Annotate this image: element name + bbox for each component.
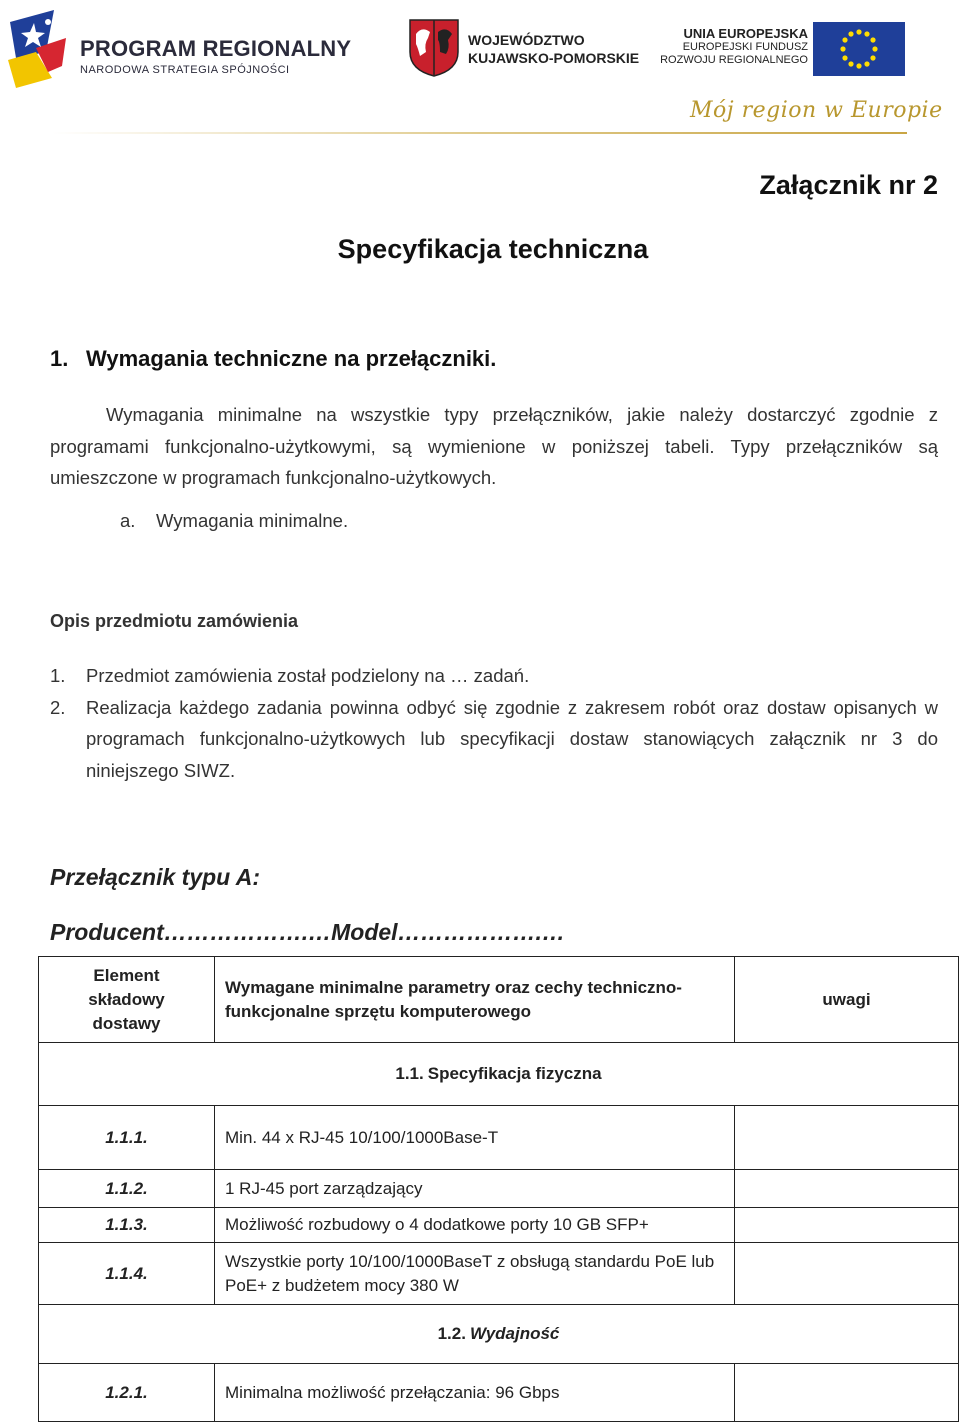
- row-code: 1.1.4.: [39, 1243, 215, 1305]
- section-title: Specyfikacja fizyczna: [427, 1064, 602, 1083]
- table-row: [39, 1243, 959, 1305]
- header-element: Element składowy dostawy: [39, 957, 215, 1043]
- row-remarks: [735, 1364, 959, 1422]
- table-row: [39, 1170, 959, 1208]
- row-code: 1.1.2.: [39, 1170, 215, 1208]
- table-header-row: [39, 957, 959, 1043]
- voivodeship-logo: [408, 18, 638, 80]
- producer-model-line: Producent……………….…Model……………….…: [50, 919, 565, 945]
- eu-logo: [660, 22, 908, 78]
- slogan: Mój region w Europie: [690, 98, 943, 123]
- program-regionalny-logo: [6, 6, 352, 92]
- section-row: [39, 1043, 959, 1106]
- list-item: [50, 692, 938, 787]
- row-value: Min. 44 x RJ-45 10/100/1000Base-T: [215, 1106, 735, 1170]
- row-value: 1 RJ-45 port zarządzający: [215, 1170, 735, 1208]
- row-value: Możliwość rozbudowy o 4 dodatkowe porty 10 GB SFP+: [215, 1208, 735, 1243]
- document-title: Specyfikacja techniczna: [337, 234, 649, 264]
- header-remarks: uwagi: [735, 957, 959, 1043]
- row-remarks: [735, 1170, 959, 1208]
- section-row: [39, 1305, 959, 1364]
- program-regionalny-title: PROGRAM REGIONALNY: [80, 36, 352, 61]
- subsection-a-text: Wymagania minimalne.: [156, 510, 349, 531]
- eu-line2: EUROPEJSKI FUNDUSZ: [682, 41, 808, 53]
- opis-list: [50, 660, 938, 786]
- row-remarks: [735, 1106, 959, 1170]
- row-value: Wszystkie porty 10/100/1000BaseT z obsługą standardu PoE lub PoE+ z budżetem mocy 380 W: [215, 1243, 735, 1305]
- spec-table: [38, 956, 959, 1422]
- header-requirements: Wymagane minimalne parametry oraz cechy techniczno-funkcjonalne sprzętu komputerowego: [215, 957, 735, 1043]
- voivodeship-line1: WOJEWÓDZTWO: [468, 32, 585, 48]
- section-1-title: Wymagania techniczne na przełączniki.: [86, 346, 497, 371]
- list-item-text: Realizacja każdego zadania powinna odbyć się zgodnie z zakresem robót oraz dostaw opisanych w programach funkcjonalno-użytkowych lub specyfikacji dostaw stanowiących załącznik nr 3 do niniejszego SIWZ.: [86, 696, 938, 781]
- list-item-number: 2.: [50, 696, 66, 718]
- row-remarks: [735, 1208, 959, 1243]
- list-item: [50, 660, 938, 692]
- section-1-number: 1.: [50, 346, 69, 371]
- subsection-a: [120, 510, 348, 532]
- list-item-number: 1.: [50, 665, 66, 686]
- row-code: 1.1.3.: [39, 1208, 215, 1243]
- table-row: [39, 1106, 959, 1170]
- section-number: 1.2.: [437, 1324, 466, 1343]
- eu-flag-icon: [813, 22, 905, 76]
- row-value: Minimalna możliwość przełączania: 96 Gbps: [215, 1364, 735, 1422]
- eu-line3: ROZWOJU REGIONALNEGO: [660, 54, 808, 66]
- row-remarks: [735, 1243, 959, 1305]
- switch-type-label: Przełącznik typu A:: [50, 864, 261, 890]
- list-item-text: Przedmiot zamówienia został podzielony na … zadań.: [86, 665, 530, 686]
- subsection-a-letter: a.: [120, 510, 136, 531]
- section-number: 1.1.: [395, 1064, 424, 1083]
- opis-heading: Opis przedmiotu zamówienia: [50, 611, 299, 631]
- annex-label: Załącznik nr 2: [759, 170, 938, 200]
- program-regionalny-subtitle: NARODOWA STRATEGIA SPÓJNOŚCI: [80, 64, 290, 76]
- header-divider: [52, 132, 907, 134]
- spec-table-wrapper: [38, 956, 958, 1422]
- section-title: Wydajność: [469, 1324, 560, 1343]
- section-1-heading: [50, 346, 496, 372]
- eu-line1: UNIA EUROPEJSKA: [683, 26, 808, 41]
- table-row: [39, 1208, 959, 1243]
- row-code: 1.2.1.: [39, 1364, 215, 1422]
- program-regionalny-emblem-icon: [6, 8, 70, 92]
- row-code: 1.1.1.: [39, 1106, 215, 1170]
- coat-of-arms-icon: [408, 18, 460, 78]
- voivodeship-line2: KUJAWSKO-POMORSKIE: [468, 50, 640, 66]
- section-1-paragraph: Wymagania minimalne na wszystkie typy przełączników, jakie należy dostarczyć zgodnie z programami funkcjonalno-użytkowymi, są wymienione w poniższej tabeli. Typy przełączników są umieszczone w programach funkcjonalno-użytkowych.: [50, 404, 938, 488]
- table-row: [39, 1364, 959, 1422]
